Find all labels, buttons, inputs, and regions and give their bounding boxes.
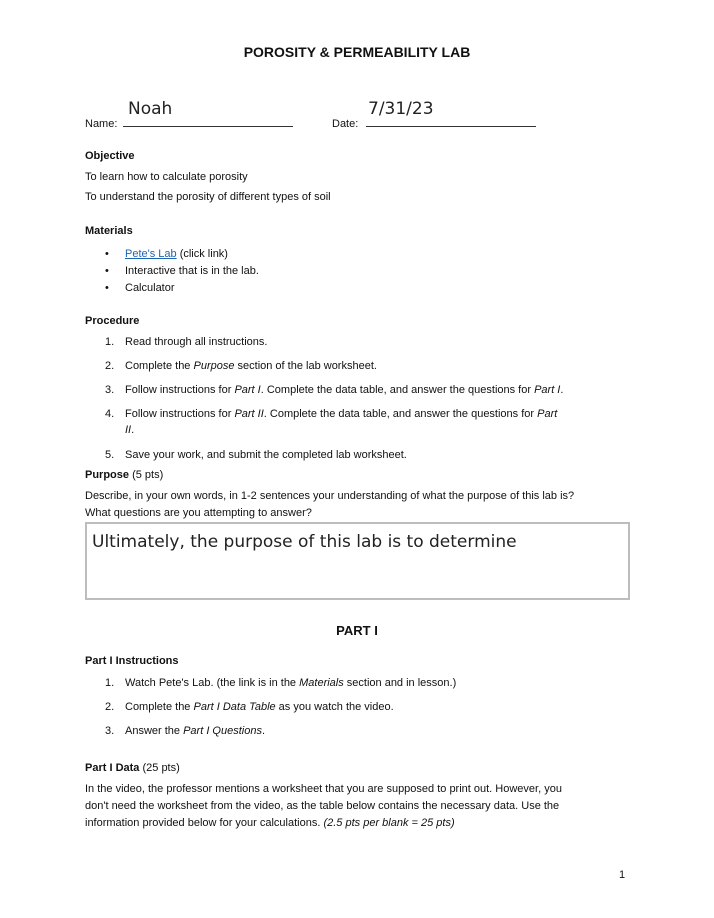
purpose-answer-text: Ultimately, the purpose of this lab is to determine: [92, 532, 517, 552]
date-label: Date:: [332, 118, 359, 130]
procedure-heading: Procedure: [85, 315, 140, 327]
page-number: 1: [619, 869, 626, 881]
procedure-step-continuation: II.: [125, 424, 135, 436]
part1-data-heading: Part I Data (25 pts): [85, 762, 180, 774]
step-number: 1.: [105, 336, 115, 348]
part1-heading: PART I: [336, 623, 378, 638]
procedure-step: Save your work, and submit the completed lab worksheet.: [125, 449, 407, 461]
procedure-step: Follow instructions for Part I. Complete the data table, and answer the questions for Part I.: [125, 384, 564, 396]
bullet: •: [105, 265, 109, 277]
part1-data-text: In the video, the professor mentions a worksheet that you are supposed to print out. However, you: [85, 783, 562, 795]
procedure-step: Follow instructions for Part II. Complete the data table, and answer the questions for Part: [125, 408, 558, 420]
step-number: 5.: [105, 449, 115, 461]
part1-step: Complete the Part I Data Table as you watch the video.: [125, 701, 394, 713]
materials-heading: Materials: [85, 225, 133, 237]
link-suffix: (click link): [176, 248, 228, 260]
name-underline: [123, 126, 293, 127]
purpose-prompt: What questions are you attempting to answer?: [85, 507, 312, 519]
part1-data-text: don't need the worksheet from the video, as the table below contains the necessary data. Use the: [85, 800, 560, 812]
purpose-answer-box[interactable]: [85, 522, 630, 600]
step-number: 4.: [105, 408, 115, 420]
bullet: •: [105, 282, 109, 294]
bullet: •: [105, 248, 109, 260]
step-number: 2.: [105, 701, 115, 713]
step-number: 1.: [105, 677, 115, 689]
name-label: Name:: [85, 118, 118, 130]
name-field[interactable]: Noah: [128, 99, 173, 119]
part1-step: Watch Pete's Lab. (the link is in the Materials section and in lesson.): [125, 677, 457, 689]
materials-item: Calculator: [125, 282, 175, 294]
date-field[interactable]: 7/31/23: [368, 99, 434, 119]
part1-step: Answer the Part I Questions.: [125, 725, 266, 737]
part1-instructions-heading: Part I Instructions: [85, 655, 179, 667]
objective-line: To learn how to calculate porosity: [85, 171, 248, 183]
purpose-prompt: Describe, in your own words, in 1-2 sentences your understanding of what the purpose of this lab is?: [85, 490, 575, 502]
purpose-heading: Purpose (5 pts): [85, 469, 164, 481]
objective-heading: Objective: [85, 150, 135, 162]
date-underline: [366, 126, 536, 127]
procedure-step: Complete the Purpose section of the lab worksheet.: [125, 360, 377, 372]
procedure-step: Read through all instructions.: [125, 336, 268, 348]
step-number: 2.: [105, 360, 115, 372]
objective-line: To understand the porosity of different types of soil: [85, 191, 331, 203]
step-number: 3.: [105, 384, 115, 396]
materials-item: [125, 247, 228, 261]
step-number: 3.: [105, 725, 115, 737]
petes-lab-link[interactable]: Pete's Lab: [125, 248, 177, 260]
materials-item: Interactive that is in the lab.: [125, 265, 259, 277]
part1-data-text: information provided below for your calculations. (2.5 pts per blank = 25 pts): [85, 817, 455, 829]
page-title: POROSITY & PERMEABILITY LAB: [243, 44, 471, 60]
